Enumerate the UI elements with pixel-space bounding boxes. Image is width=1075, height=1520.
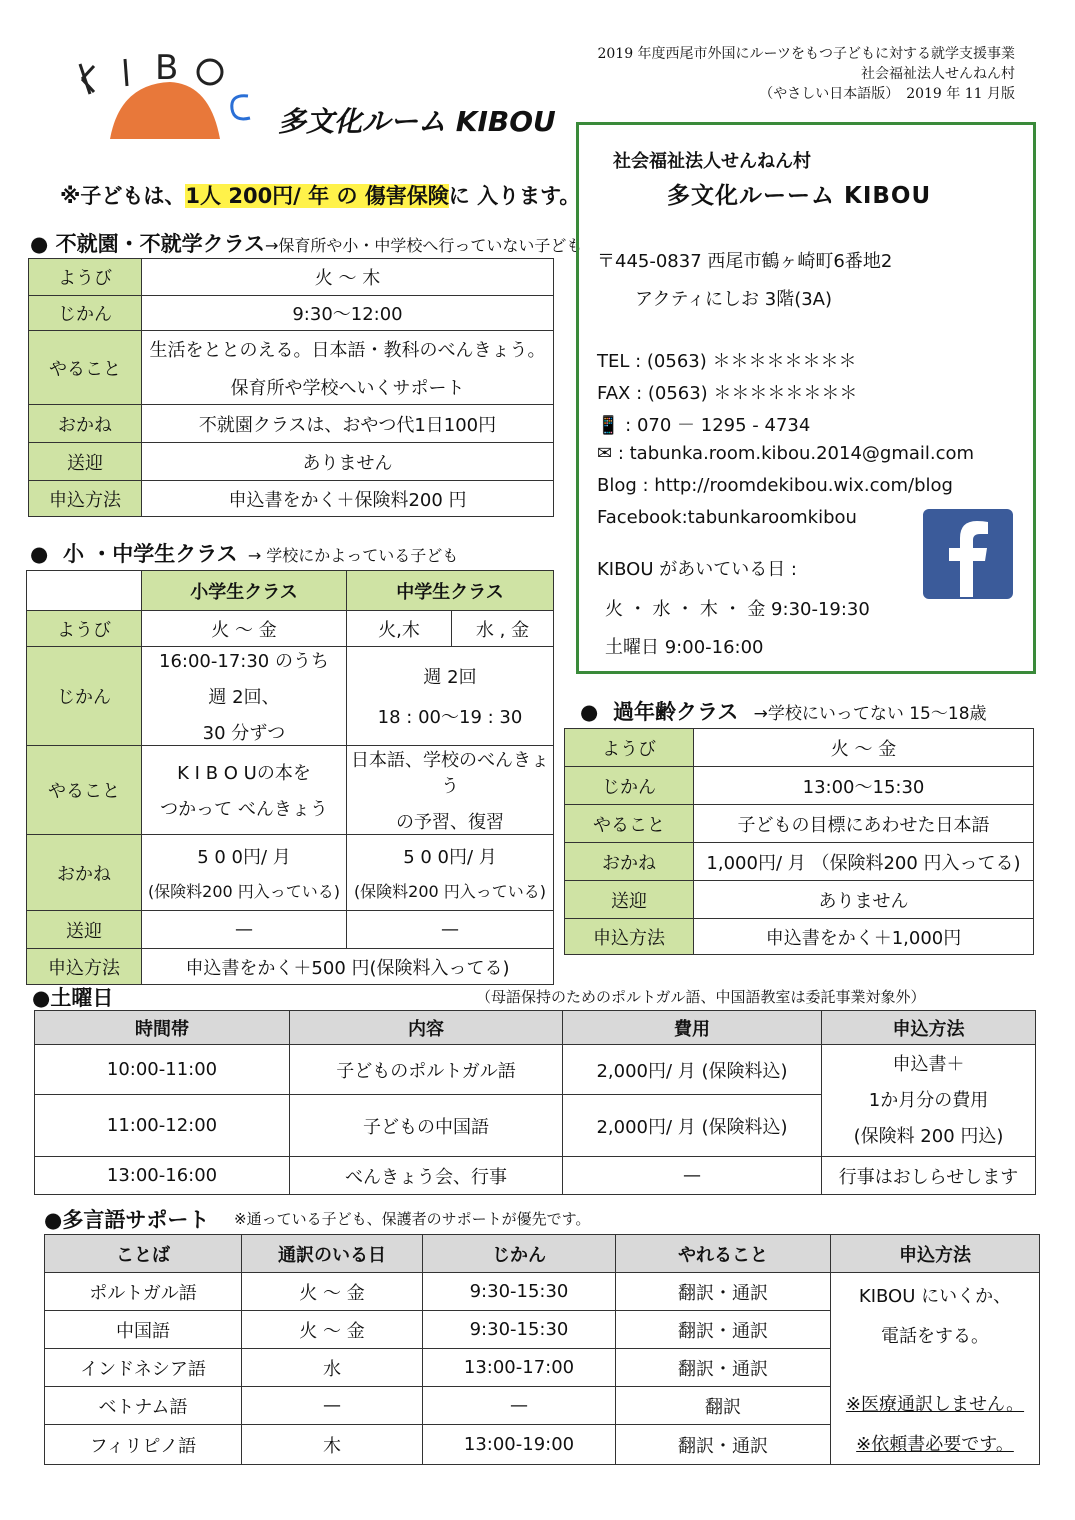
shochu-label: 送迎 xyxy=(27,911,142,949)
futoen-value-line: 生活をととのえる。日本語・教科のべんきょう。 xyxy=(149,339,546,361)
tagengo-can: 翻訳・通訳 xyxy=(616,1349,831,1387)
futoen-label: やること xyxy=(29,331,142,405)
doyoubi-apply-line: 1か月分の費用 xyxy=(868,1089,989,1111)
contact-mobile-row xyxy=(597,411,810,437)
tagengo-header: ことば xyxy=(45,1235,242,1273)
contact-tel: TEL : (0563) ＊＊＊＊＊＊＊＊ xyxy=(597,351,857,372)
doyoubi-fee: — xyxy=(563,1157,822,1195)
notice-highlight: 1人 200円/ 年 の 傷害保険 xyxy=(185,184,449,208)
tagengo-table xyxy=(44,1234,1040,1465)
doyoubi-header: 時間帯 xyxy=(35,1011,290,1045)
shochu-label: 申込方法 xyxy=(27,949,142,985)
svg-text:B: B xyxy=(155,48,179,88)
kanenrei-label: ようび xyxy=(565,729,694,767)
sho-jikan-line: 週 2回、 xyxy=(208,687,280,708)
contact-open-label: KIBOU があいている日 : xyxy=(597,559,797,580)
tagengo-apply-line: ※医療通訳しません。 xyxy=(845,1393,1025,1415)
kanenrei-label: 送迎 xyxy=(565,881,694,919)
sho-youbi: 火 ～ 金 xyxy=(142,611,347,647)
tagengo-header: じかん xyxy=(423,1235,616,1273)
shochu-label: じかん xyxy=(27,647,142,746)
doyoubi-content: べんきょう会、行事 xyxy=(290,1157,563,1195)
chu-youbi-1: 火,木 xyxy=(347,611,452,647)
futoen-value: 不就園クラスは、おやつ代1日100円 xyxy=(142,405,554,443)
doyoubi-apply-line: (保険料 200 円込) xyxy=(853,1125,1004,1147)
insurance-notice xyxy=(60,180,580,210)
phone-icon: 📱 xyxy=(597,415,620,436)
futoen-subtitle: →保育所や小・中学校へ行っていない子ども xyxy=(265,236,583,255)
sho-sogei: — xyxy=(142,911,347,949)
contact-address2: アクティにしお 3階(3A) xyxy=(635,289,833,310)
contact-mobile: : 070 － 1295 - 4734 xyxy=(625,415,811,436)
tagengo-note: ※通っている子ども、保護者のサポートが優先です。 xyxy=(234,1210,591,1228)
header-block xyxy=(597,44,1015,104)
shochu-label: おかね xyxy=(27,835,142,911)
doyoubi-header: 費用 xyxy=(563,1011,822,1045)
tagengo-can: 翻訳・通訳 xyxy=(616,1273,831,1311)
bullet-icon: ● xyxy=(580,700,613,724)
contact-fax: FAX : (0563) ＊＊＊＊＊＊＊＊ xyxy=(597,383,858,404)
tagengo-day: 水 xyxy=(242,1349,423,1387)
doyoubi-table xyxy=(34,1010,1036,1195)
contact-blog: Blog : http://roomdekibou.wix.com/blog xyxy=(597,475,953,496)
chu-sogei: — xyxy=(347,911,554,949)
futoen-value: 申込書をかく＋保険料200 円 xyxy=(142,481,554,517)
futoen-title: 不就園・不就学クラス xyxy=(55,232,266,256)
shochu-label: ようび xyxy=(27,611,142,647)
empty-cell xyxy=(27,571,142,611)
shochu-label: やること xyxy=(27,746,142,835)
doyoubi-note: （母語保持のためのポルトガル語、中国語教室は委託事業対象外） xyxy=(476,988,926,1006)
chu-okane-line: (保険料200 円入っている) xyxy=(353,882,547,901)
tagengo-time: 9:30-15:30 xyxy=(423,1273,616,1311)
doyoubi-fee: 2,000円/ 月 (保険料込) xyxy=(563,1045,822,1095)
kanenrei-value: ありません xyxy=(694,881,1034,919)
sho-jikan-line: 30 分ずつ xyxy=(202,723,286,744)
doyoubi-title: ●土曜日 xyxy=(32,986,114,1010)
header-line1: 2019 年度西尾市外国にルーツをもつ子どもに対する就学支援事業 xyxy=(597,46,1015,62)
logo-name: 多文化ルーム KIBOU xyxy=(278,105,556,138)
futoen-label: おかね xyxy=(29,405,142,443)
header-line3: （やさしい日本語版） 2019 年 11 月版 xyxy=(759,86,1015,102)
shochu-title: 小 ・中学生クラス xyxy=(62,542,238,566)
futoen-value xyxy=(142,331,554,405)
kanenrei-title: 過年齢クラス xyxy=(612,700,739,724)
chu-jikan-line: 週 2回 xyxy=(423,667,477,688)
doyoubi-fee: 2,000円/ 月 (保険料込) xyxy=(563,1095,822,1157)
tagengo-title: ●多言語サポート xyxy=(44,1208,210,1232)
chu-jikan-line: 18 : 00～19 : 30 xyxy=(377,707,523,728)
futoen-table xyxy=(28,258,554,517)
tagengo-day: 火 ～ 金 xyxy=(242,1311,423,1349)
chu-yarukoto-line: 日本語、学校のべんきょう xyxy=(351,750,549,797)
sho-yarukoto xyxy=(142,746,347,835)
doyoubi-apply xyxy=(822,1045,1036,1157)
tagengo-lang: ベトナム語 xyxy=(45,1387,242,1425)
col-chugakusei: 中学生クラス xyxy=(347,571,554,611)
tagengo-apply xyxy=(831,1273,1040,1465)
kanenrei-label: 申込方法 xyxy=(565,919,694,955)
sho-jikan-line: 16:00-17:30 のうち xyxy=(159,651,329,672)
kanenrei-value: 13:00～15:30 xyxy=(694,767,1034,805)
sho-okane xyxy=(142,835,347,911)
tagengo-can: 翻訳・通訳 xyxy=(616,1425,831,1465)
chu-jikan xyxy=(347,647,554,746)
futoen-value: ありません xyxy=(142,443,554,481)
contact-box xyxy=(576,122,1036,674)
tagengo-header: 通訳のいる日 xyxy=(242,1235,423,1273)
shochu-moushikomi: 申込書をかく＋500 円(保険料入ってる) xyxy=(142,949,554,985)
tagengo-can: 翻訳・通訳 xyxy=(616,1311,831,1349)
kanenrei-label: じかん xyxy=(565,767,694,805)
tagengo-apply-line: ※依頼書必要です。 xyxy=(856,1433,1014,1455)
futoen-heading xyxy=(30,228,582,258)
kibou-logo xyxy=(70,44,260,154)
col-shogakusei: 小学生クラス xyxy=(142,571,347,611)
tagengo-lang: フィリピノ語 xyxy=(45,1425,242,1465)
sho-yarukoto-line: K I B O Uの本を xyxy=(177,763,311,784)
doyoubi-content: 子どもの中国語 xyxy=(290,1095,563,1157)
kanenrei-subtitle: →学校にいってない 15～18歳 xyxy=(753,704,987,724)
kanenrei-value: 子どもの目標にあわせた日本語 xyxy=(694,805,1034,843)
doyoubi-time: 11:00-12:00 xyxy=(35,1095,290,1157)
chu-yarukoto-line: の予習、復習 xyxy=(396,812,504,833)
futoen-value: 火 ～ 木 xyxy=(142,259,554,296)
doyoubi-time: 13:00-16:00 xyxy=(35,1157,290,1195)
chu-okane-line: 5 0 0円/ 月 xyxy=(403,847,497,868)
contact-email-row xyxy=(597,443,974,464)
contact-email: : tabunka.room.kibou.2014@gmail.com xyxy=(617,443,975,464)
tagengo-header: 申込方法 xyxy=(831,1235,1040,1273)
tagengo-apply-line: KIBOU にいくか、 xyxy=(858,1285,1012,1307)
tagengo-lang: 中国語 xyxy=(45,1311,242,1349)
tagengo-time: 9:30-15:30 xyxy=(423,1311,616,1349)
notice-prefix: ※子どもは、 xyxy=(60,184,186,208)
shochu-table xyxy=(26,570,554,985)
tagengo-lang: インドネシア語 xyxy=(45,1349,242,1387)
doyoubi-content: 子どものポルトガル語 xyxy=(290,1045,563,1095)
chu-okane xyxy=(347,835,554,911)
doyoubi-apply-row3: 行事はおしらせします xyxy=(822,1157,1036,1195)
header-line2: 社会福祉法人せんねん村 xyxy=(861,66,1015,82)
kanenrei-value: 1,000円/ 月 （保険料200 円入ってる) xyxy=(694,843,1034,881)
bullet-icon: ● xyxy=(30,542,63,566)
contact-facebook: Facebook:tabunkaroomkibou xyxy=(597,507,857,528)
tagengo-apply-line: 電話をする。 xyxy=(881,1325,989,1347)
kanenrei-table xyxy=(564,728,1034,955)
tagengo-time: 13:00-19:00 xyxy=(423,1425,616,1465)
contact-org: 社会福祉法人せんねん村 xyxy=(613,151,811,172)
sho-yarukoto-line: つかって べんきょう xyxy=(160,799,328,820)
tagengo-can: 翻訳 xyxy=(616,1387,831,1425)
sho-jikan xyxy=(142,647,347,746)
tagengo-day: 木 xyxy=(242,1425,423,1465)
mail-icon: ✉ xyxy=(597,443,613,464)
contact-open2: 土曜日 9:00-16:00 xyxy=(605,637,764,658)
tagengo-day: 火 ～ 金 xyxy=(242,1273,423,1311)
kanenrei-heading xyxy=(580,696,987,726)
futoen-value: 9:30～12:00 xyxy=(142,296,554,331)
tagengo-day: — xyxy=(242,1387,423,1425)
chu-youbi-2: 水 , 金 xyxy=(452,611,554,647)
kanenrei-label: やること xyxy=(565,805,694,843)
tagengo-time: — xyxy=(423,1387,616,1425)
doyoubi-time: 10:00-11:00 xyxy=(35,1045,290,1095)
sho-okane-line: 5 0 0円/ 月 xyxy=(197,847,291,868)
facebook-icon xyxy=(923,509,1013,599)
notice-suffix: に 入ります。 xyxy=(448,184,581,208)
tagengo-time: 13:00-17:00 xyxy=(423,1349,616,1387)
futoen-label: 送迎 xyxy=(29,443,142,481)
kanenrei-value: 申込書をかく＋1,000円 xyxy=(694,919,1034,955)
futoen-label: じかん xyxy=(29,296,142,331)
bullet-icon: ● xyxy=(30,232,56,256)
shochu-subtitle: → 学校にかよっている子ども xyxy=(247,546,459,565)
shochu-heading xyxy=(30,538,458,568)
kanenrei-label: おかね xyxy=(565,843,694,881)
futoen-label: ようび xyxy=(29,259,142,296)
futoen-label: 申込方法 xyxy=(29,481,142,517)
tagengo-lang: ポルトガル語 xyxy=(45,1273,242,1311)
contact-address1: 〒445-0837 西尾市鶴ヶ崎町6番地2 xyxy=(597,251,893,272)
contact-name: 多文化ルーーム KIBOU xyxy=(667,183,932,209)
kanenrei-value: 火 ～ 金 xyxy=(694,729,1034,767)
contact-open1: 火 ・ 水 ・ 木 ・ 金 9:30-19:30 xyxy=(605,599,870,620)
doyoubi-header: 申込方法 xyxy=(822,1011,1036,1045)
chu-yarukoto xyxy=(347,746,554,835)
tagengo-header: やれること xyxy=(616,1235,831,1273)
doyoubi-apply-line: 申込書＋ xyxy=(892,1053,965,1075)
futoen-value-line: 保育所や学校へいくサポート xyxy=(230,377,465,399)
sho-okane-line: (保険料200 円入っている) xyxy=(147,882,341,901)
doyoubi-header: 内容 xyxy=(290,1011,563,1045)
